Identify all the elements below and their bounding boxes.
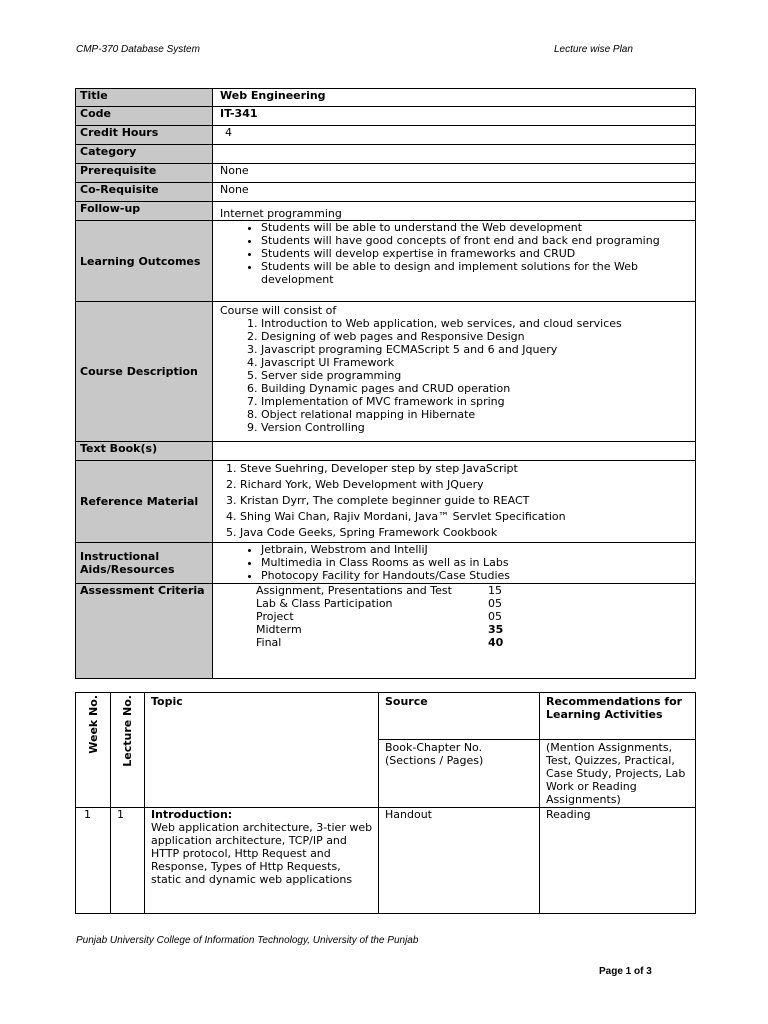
- credit-label: Credit Hours: [76, 126, 213, 145]
- aids-item: • Multimedia in Class Rooms as well as in Labs: [261, 556, 691, 569]
- description-item: 3. Javascript programing ECMAScript 5 and 6 and Jquery: [261, 343, 691, 356]
- week-cell: 1: [76, 808, 111, 914]
- description-item: 9. Version Controlling: [261, 421, 691, 434]
- prereq-value: None: [213, 164, 696, 183]
- credit-value: 4: [213, 126, 696, 145]
- reference-label: Reference Material: [76, 461, 213, 543]
- recommend-cell: Reading: [540, 808, 696, 914]
- outcome-item: • Students will develop expertise in frameworks and CRUD: [261, 247, 691, 260]
- title-value: Web Engineering: [213, 89, 696, 107]
- reference-item: 5. Java Code Geeks, Spring Framework Cookbook: [240, 525, 691, 541]
- lecture-no-header: Lecture No.: [121, 695, 134, 767]
- source-subheader: Book-Chapter No. (Sections / Pages): [379, 740, 540, 808]
- description-item: 5. Server side programming: [261, 369, 691, 382]
- lecture-cell: 1: [111, 808, 145, 914]
- outcome-item: • Students will be able to design and implement solutions for the Web development: [261, 260, 691, 286]
- recommend-header: Recommendations for Learning Activities: [540, 693, 696, 740]
- outcome-item: • Students will have good concepts of front end and back end programing: [261, 234, 691, 247]
- coreq-label: Co-Requisite: [76, 183, 213, 202]
- header-course: CMP-370 Database System: [76, 44, 200, 55]
- description-list: [217, 317, 691, 434]
- reference-item: 1. Steve Suehring, Developer step by step JavaScript: [240, 461, 691, 477]
- reference-item: 2. Richard York, Web Development with JQuery: [240, 477, 691, 493]
- code-value: IT-341: [213, 107, 696, 126]
- description-item: 4. Javascript UI Framework: [261, 356, 691, 369]
- category-label: Category: [76, 145, 213, 164]
- followup-label: Follow-up: [76, 202, 213, 221]
- page-number: Page 1 of 3: [599, 966, 652, 977]
- aids-list: [217, 543, 691, 582]
- title-label: Title: [76, 89, 213, 107]
- topic-cell: [145, 808, 379, 914]
- assessment-label: Assessment Criteria: [76, 584, 213, 679]
- aids-item: • Jetbrain, Webstrom and IntelliJ: [261, 543, 691, 556]
- assessment-row: Midterm 35: [256, 623, 504, 636]
- recommend-subheader: (Mention Assignments, Test, Quizzes, Practical, Case Study, Projects, Lab Work or Reading Assignments): [540, 740, 696, 808]
- reference-list: [217, 461, 691, 541]
- description-intro: Course will consist of: [220, 304, 337, 317]
- assessment-list: [213, 584, 696, 679]
- source-header: Source: [379, 693, 540, 740]
- coreq-value: None: [213, 183, 696, 202]
- lecture-plan-table: [75, 692, 696, 914]
- assessment-row: Assignment, Presentations and Test 15: [256, 584, 502, 597]
- textbooks-value: [213, 442, 696, 461]
- footer-institution: Punjab University College of Information Technology, University of the Punjab: [76, 935, 419, 946]
- header-doc-type: Lecture wise Plan: [554, 44, 633, 55]
- assessment-row: Final 40: [256, 636, 504, 649]
- assessment-row: Project 05: [256, 610, 502, 623]
- assessment-row: Lab & Class Participation 05: [256, 597, 502, 610]
- reference-item: 3. Kristan Dyrr, The complete beginner guide to REACT: [240, 493, 691, 509]
- description-item: 8. Object relational mapping in Hibernate: [261, 408, 691, 421]
- reference-item: 4. Shing Wai Chan, Rajiv Mordani, Java™ Servlet Specification: [240, 509, 691, 525]
- description-item: 1. Introduction to Web application, web services, and cloud services: [261, 317, 691, 330]
- category-value: [213, 145, 696, 164]
- week-no-header: Week No.: [86, 695, 100, 754]
- table-row: [76, 808, 696, 914]
- outcomes-list: [217, 221, 691, 286]
- prereq-label: Prerequisite: [76, 164, 213, 183]
- code-label: Code: [76, 107, 213, 126]
- topic-title: Introduction:: [151, 808, 233, 821]
- description-item: 7. Implementation of MVC framework in spring: [261, 395, 691, 408]
- description-item: 6. Building Dynamic pages and CRUD operation: [261, 382, 691, 395]
- followup-value: Internet programming: [213, 202, 696, 221]
- outcome-item: • Students will be able to understand the Web development: [261, 221, 691, 234]
- aids-item: • Photocopy Facility for Handouts/Case Studies: [261, 569, 691, 582]
- course-info-table: [75, 88, 696, 679]
- description-label: Course Description: [76, 302, 213, 442]
- outcomes-label: Learning Outcomes: [76, 221, 213, 302]
- topic-body: Web application architecture, 3-tier web application architecture, TCP/IP and HTTP protocol, Http Request and Response, Types of Http Requests, static and dynamic web applications: [151, 821, 373, 886]
- textbooks-label: Text Book(s): [76, 442, 213, 461]
- description-item: 2. Designing of web pages and Responsive Design: [261, 330, 691, 343]
- source-cell: Handout: [379, 808, 540, 914]
- aids-label: Instructional Aids/Resources: [76, 543, 213, 584]
- topic-header: Topic: [145, 693, 379, 808]
